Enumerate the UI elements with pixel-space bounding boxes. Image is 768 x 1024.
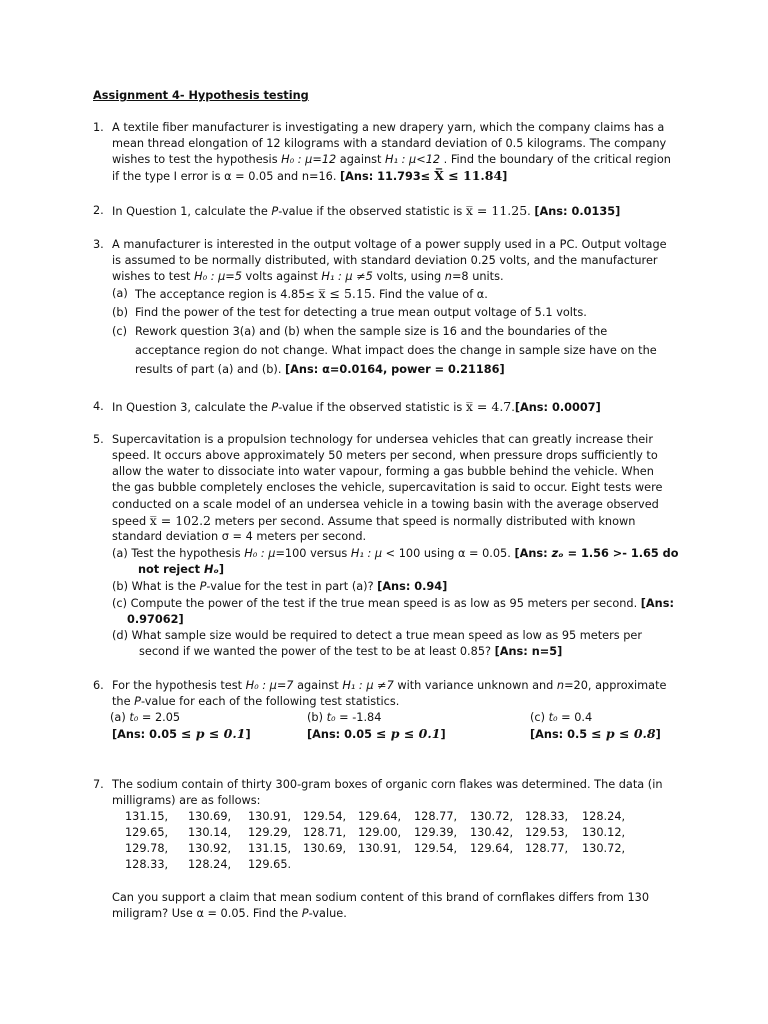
sodium-value: 130.72,: [582, 842, 626, 855]
sodium-value: 129.78,: [125, 842, 169, 855]
q5a-line-2: not reject Hₒ]: [138, 563, 225, 576]
sodium-value: 129.64,: [470, 842, 514, 855]
sodium-value: 130.14,: [188, 826, 232, 839]
q3b-label: (b): [112, 306, 128, 319]
q3c-line-1: Rework question 3(a) and (b) when the sample size is 16 and the boundaries of the: [135, 325, 608, 338]
sodium-value: 129.29,: [248, 826, 292, 839]
q3c-line-3: results of part (a) and (b). [Ans: α=0.0164, power = 0.21186]: [135, 363, 505, 376]
sodium-value: 130.42,: [470, 826, 514, 839]
sodium-value: 130.91,: [248, 810, 292, 823]
sodium-value: 130.92,: [188, 842, 232, 855]
q4-number: 4.: [93, 400, 104, 413]
sodium-value: 129.64,: [358, 810, 402, 823]
sodium-value: 129.00,: [358, 826, 402, 839]
q3-line-2: is assumed to be normally distributed, with standard deviation 0.25 volts, and the manufacturer: [112, 254, 658, 267]
q3a-text: The acceptance region is 4.85≤ x̅ ≤ 5.15. Find the value of α.: [135, 286, 488, 301]
q5-line-6: speed x̅ = 102.2 meters per second. Assume that speed is normally distributed with known: [112, 513, 636, 528]
q7-number: 7.: [93, 778, 104, 791]
sodium-value: 128.33,: [525, 810, 569, 823]
sodium-value: 128.71,: [303, 826, 347, 839]
q3-line-1: A manufacturer is interested in the output voltage of a power supply used in a PC. Output voltage: [112, 238, 667, 251]
sodium-value: 129.53,: [525, 826, 569, 839]
q5-line-5: conducted on a scale model of an undersea vehicle in a towing basin with the average observed: [112, 498, 659, 511]
q6c-statistic: (c) t₀ = 0.4: [530, 711, 593, 724]
sodium-value: 130.91,: [358, 842, 402, 855]
q2-number: 2.: [93, 204, 104, 217]
sodium-value: 129.65.: [248, 858, 292, 871]
q5b-line: (b) What is the P-value for the test in part (a)? [Ans: 0.94]: [112, 580, 448, 593]
q7-line-1: The sodium contain of thirty 300-gram boxes of organic corn flakes was determined. The data (in: [112, 778, 663, 791]
q7-question-line-2: miligram? Use α = 0.05. Find the P-value.: [112, 907, 347, 920]
sodium-value: 131.15,: [125, 810, 169, 823]
sodium-value: 130.69,: [188, 810, 232, 823]
q1-line-1: A textile fiber manufacturer is investigating a new drapery yarn, which the company claims has a: [112, 121, 665, 134]
q5c-line-2: 0.97062]: [127, 613, 184, 626]
q5d-line-2: second if we wanted the power of the test to be at least 0.85? [Ans: n=5]: [139, 645, 563, 658]
sodium-value: 128.77,: [525, 842, 569, 855]
sodium-value: 129.54,: [414, 842, 458, 855]
q5-line-2: speed. It occurs above approximately 50 meters per second, when pressure drops sufficiently to: [112, 449, 658, 462]
q5-line-3: allow the water to dissociate into water vapour, forming a gas bubble behind the vehicle. When: [112, 465, 654, 478]
q5a-line-1: (a) Test the hypothesis H₀ : μ=100 versus H₁ : μ < 100 using α = 0.05. [Ans: zₒ = 1.56 >- 1.65 do: [112, 547, 679, 560]
q3c-label: (c): [112, 325, 128, 338]
q2-line: In Question 1, calculate the P-value if the observed statistic is x̅ = 11.25. [Ans: 0.0135]: [112, 203, 621, 218]
sodium-value: 130.12,: [582, 826, 626, 839]
q7-question-line-1: Can you support a claim that mean sodium content of this brand of cornflakes differs from 130: [112, 891, 650, 904]
q5c-line-1: (c) Compute the power of the test if the true mean speed is as low as 95 meters per second. [Ans:: [112, 597, 674, 610]
q3-line-3: wishes to test H₀ : μ=5 volts against H₁ : μ ≠5 volts, using n=8 units.: [112, 270, 504, 283]
sodium-value: 128.24,: [188, 858, 232, 871]
q5d-line-1: (d) What sample size would be required to detect a true mean speed as low as 95 meters per: [112, 629, 643, 642]
q6-number: 6.: [93, 679, 104, 692]
sodium-value: 129.54,: [303, 810, 347, 823]
sodium-value: 128.77,: [414, 810, 458, 823]
q7-line-2: milligrams) are as follows:: [112, 794, 261, 807]
q3-number: 3.: [93, 238, 104, 251]
q6-line-1: For the hypothesis test H₀ : μ=7 against H₁ : μ ≠7 with variance unknown and n=20, approximate: [112, 679, 667, 692]
sodium-value: 130.72,: [470, 810, 514, 823]
q6-line-2: the P-value for each of the following test statistics.: [112, 695, 400, 708]
q6b-statistic: (b) t₀ = -1.84: [307, 711, 382, 724]
q5-line-4: the gas bubble completely encloses the vehicle, supercavitation is said to occur. Eight tests were: [112, 481, 663, 494]
q1-line-4: if the type I error is α = 0.05 and n=16. [Ans: 11.793≤ X̅ ≤ 11.84]: [112, 168, 508, 183]
sodium-value: 130.69,: [303, 842, 347, 855]
sodium-value: 128.24,: [582, 810, 626, 823]
q3b-text: Find the power of the test for detecting a true mean output voltage of 5.1 volts.: [135, 306, 587, 319]
q5-line-7: standard deviation σ = 4 meters per second.: [112, 530, 367, 543]
q6c-answer: [Ans: 0.5 ≤ p ≤ 0.8]: [530, 726, 661, 741]
q6a-statistic: (a) t₀ = 2.05: [110, 711, 181, 724]
sodium-value: 128.33,: [125, 858, 169, 871]
q5-line-1: Supercavitation is a propulsion technology for undersea vehicles that can greatly increase their: [112, 433, 653, 446]
q1-line-3: wishes to test the hypothesis H₀ : μ=12 against H₁ : μ<12 . Find the boundary of the critical region: [112, 153, 671, 166]
q1-line-2: mean thread elongation of 12 kilograms with a standard deviation of 0.5 kilograms. The company: [112, 137, 667, 150]
q4-line: In Question 3, calculate the P-value if the observed statistic is x̅ = 4.7.[Ans: 0.0007]: [112, 399, 601, 414]
page-title: Assignment 4- Hypothesis testing: [93, 89, 309, 102]
q6b-answer: [Ans: 0.05 ≤ p ≤ 0.1]: [307, 726, 446, 741]
q3c-line-2: acceptance region do not change. What impact does the change in sample size have on the: [135, 344, 657, 357]
q3a-label: (a): [112, 287, 128, 300]
sodium-value: 129.65,: [125, 826, 169, 839]
q6a-answer: [Ans: 0.05 ≤ p ≤ 0.1]: [112, 726, 251, 741]
q1-number: 1.: [93, 121, 104, 134]
q5-number: 5.: [93, 433, 104, 446]
sodium-value: 131.15,: [248, 842, 292, 855]
sodium-value: 129.39,: [414, 826, 458, 839]
